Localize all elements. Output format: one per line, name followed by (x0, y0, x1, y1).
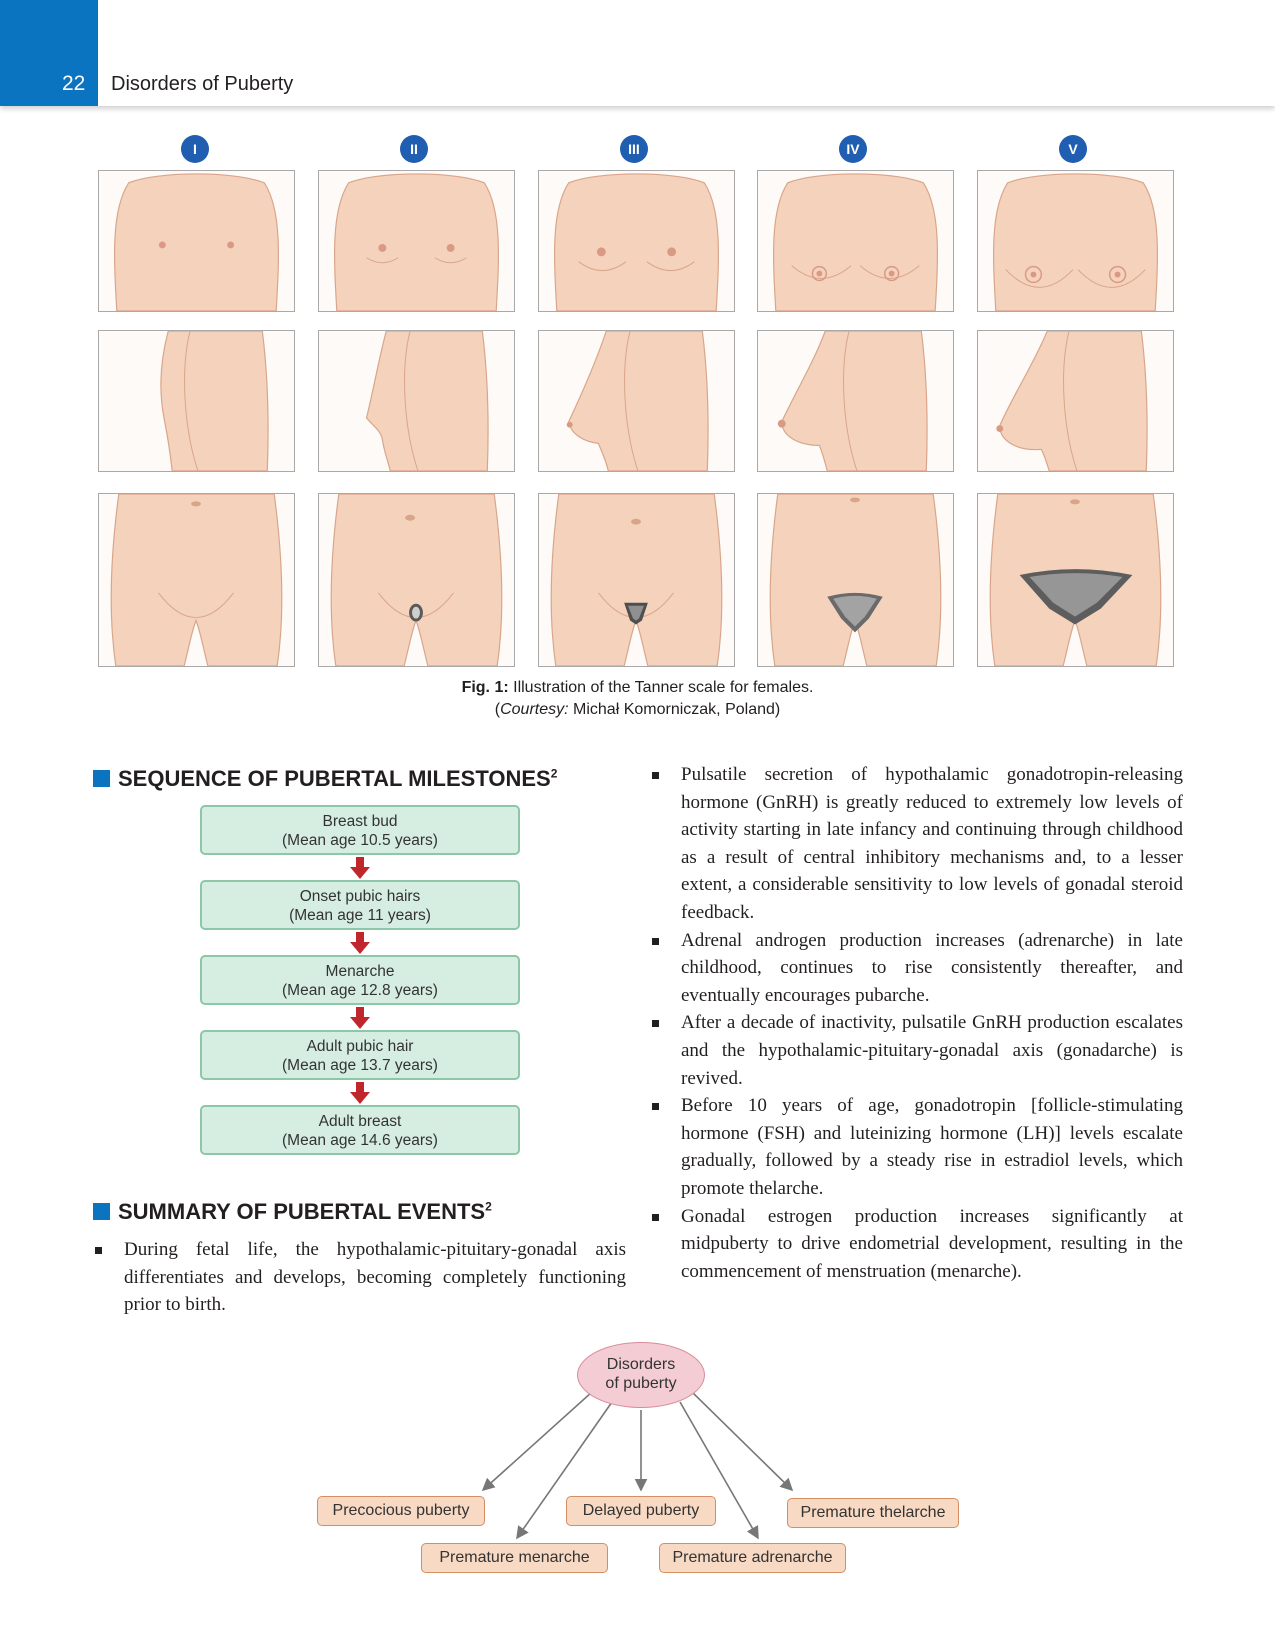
milestone-box-breast-bud (200, 805, 520, 855)
tanner-breast-side-2 (318, 330, 515, 472)
disorders-center-node (577, 1342, 705, 1408)
figure-courtesy: (Courtesy: Michał Komorniczak, Poland) (494, 701, 781, 718)
milestone-detail: (Mean age 14.6 years) (282, 1132, 438, 1149)
tanner-breast-front-4 (757, 170, 954, 312)
down-arrow-icon (350, 1082, 370, 1104)
disorder-premature-menarche: Premature menarche (421, 1543, 608, 1573)
tanner-breast-front-5 (977, 170, 1174, 312)
courtesy-label: Courtesy: (500, 701, 569, 718)
disorder-delayed-puberty: Delayed puberty (566, 1496, 716, 1526)
stage-marker-4: IV (839, 135, 867, 163)
milestone-detail: (Mean age 11 years) (289, 907, 431, 924)
summary-heading-text: SUMMARY OF PUBERTAL EVENTS (118, 1199, 486, 1224)
milestone-title: Onset pubic hairs (299, 888, 421, 905)
milestone-box-onset-pubic-hairs (200, 880, 520, 930)
center-line-2: of puberty (605, 1375, 677, 1392)
milestone-title: Breast bud (322, 813, 398, 830)
down-arrow-icon (350, 1007, 370, 1029)
summary-left-list (93, 1236, 626, 1319)
figure-caption-label: Fig. 1: (461, 679, 509, 696)
courtesy-text: Michał Komorniczak, Poland (573, 701, 775, 718)
summary-heading (93, 1199, 492, 1225)
tanner-pubic-3 (538, 493, 735, 667)
sequence-heading-text: SEQUENCE OF PUBERTAL MILESTONES (118, 766, 551, 791)
summary-bullet: Adrenal androgen production increases (adrenarche) in late childhood, continues to rise consistently thereafter, and eventually encourages pubarche. (650, 927, 1183, 1010)
tanner-breast-side-4 (757, 330, 954, 472)
milestone-title: Adult pubic hair (306, 1038, 414, 1055)
milestone-box-adult-pubic-hair (200, 1030, 520, 1080)
tanner-breast-front-3 (538, 170, 735, 312)
figure-caption-text: Illustration of the Tanner scale for females. (513, 679, 814, 696)
heading-marker (93, 1203, 110, 1220)
disorders-diagram (310, 1340, 960, 1580)
tanner-pubic-1 (98, 493, 295, 667)
disorder-precocious-puberty: Precocious puberty (317, 1496, 485, 1526)
page-number: 22 (62, 72, 86, 95)
sequence-heading-ref: 2 (550, 766, 558, 781)
summary-heading-ref: 2 (485, 1199, 492, 1214)
summary-bullet: After a decade of inactivity, pulsatile GnRH production escalates and the hypothalamic-pituitary-gonadal axis (gonadarche) is revived. (650, 1009, 1183, 1092)
stage-marker-1: I (181, 135, 209, 163)
tanner-breast-side-1 (98, 330, 295, 472)
running-head: Disorders of Puberty (111, 73, 294, 95)
center-line-1: Disorders (606, 1356, 676, 1373)
disorder-premature-adrenarche: Premature adrenarche (659, 1543, 846, 1573)
stage-marker-3: III (620, 135, 648, 163)
milestone-title: Menarche (325, 963, 395, 980)
tanner-pubic-2 (318, 493, 515, 667)
stage-marker-2: II (400, 135, 428, 163)
summary-bullet: Gonadal estrogen production increases significantly at midpuberty to drive endometrial development, resulting in the commencement of menstruation (menarche). (650, 1203, 1183, 1286)
sequence-heading (93, 766, 557, 792)
tanner-breast-side-3 (538, 330, 735, 472)
milestone-box-menarche (200, 955, 520, 1005)
milestone-detail: (Mean age 10.5 years) (282, 832, 438, 849)
tanner-pubic-4 (757, 493, 954, 667)
milestone-detail: (Mean age 12.8 years) (282, 982, 438, 999)
down-arrow-icon (350, 932, 370, 954)
tanner-breast-front-2 (318, 170, 515, 312)
summary-bullet: Before 10 years of age, gonadotropin [follicle-stimulating hormone (FSH) and luteinizing hormone (LH)] levels escalate gradually, followed by a steady rise in estradiol levels, which promote thelarche. (650, 1092, 1183, 1202)
tanner-pubic-5 (977, 493, 1174, 667)
disorder-premature-thelarche: Premature thelarche (787, 1498, 959, 1528)
milestone-detail: (Mean age 13.7 years) (282, 1057, 438, 1074)
down-arrow-icon (350, 857, 370, 879)
heading-marker (93, 770, 110, 787)
tanner-breast-front-1 (98, 170, 295, 312)
summary-bullet: During fetal life, the hypothalamic-pituitary-gonadal axis differentiates and develops, becoming completely functioning prior to birth. (93, 1236, 626, 1319)
tanner-breast-side-5 (977, 330, 1174, 472)
milestone-title: Adult breast (318, 1113, 402, 1130)
stage-marker-5: V (1059, 135, 1087, 163)
figure-caption (0, 679, 1275, 697)
summary-bullet: Pulsatile secretion of hypothalamic gonadotropin-releasing hormone (GnRH) is greatly reduced to extremely low levels of activity starting in late infancy and continuing through childhood as a result of central inhibitory mechanisms and, to a lesser extent, a considerable sensitivity to low levels of gonadal steroid feedback. (650, 761, 1183, 927)
summary-right-list (650, 761, 1183, 1285)
page-header (0, 0, 1275, 106)
milestone-box-adult-breast (200, 1105, 520, 1155)
